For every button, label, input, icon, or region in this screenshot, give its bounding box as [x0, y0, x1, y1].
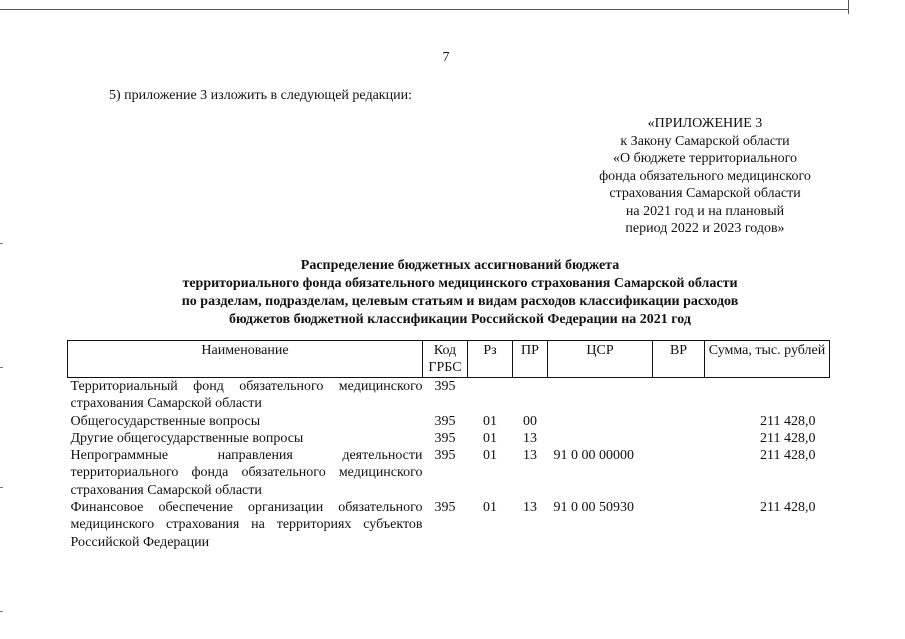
table-row	[68, 413, 830, 430]
cell-sum: 211 428,0	[760, 448, 816, 464]
appendix-line: «О бюджете территориального	[613, 151, 797, 166]
header-grbs: Код ГРБС	[423, 341, 468, 378]
cell-grbs: 395	[434, 379, 456, 394]
page-number: 7	[442, 50, 450, 65]
appendix-header	[560, 115, 850, 238]
cell-name: Общегосударственные вопросы	[70, 413, 261, 429]
cell-grbs: 395	[434, 448, 456, 464]
cell-rz: 01	[483, 430, 497, 446]
cell-vr	[653, 378, 705, 413]
header-pr: ПР	[513, 341, 548, 378]
document-title	[100, 257, 820, 329]
scan-mark	[0, 367, 3, 368]
header-rz: Рз	[468, 341, 513, 378]
cell-pr: 13	[523, 500, 537, 516]
title-line: Распределение бюджетных ассигнований бюджета	[300, 258, 620, 273]
cell-rz: 01	[483, 448, 497, 464]
header-name: Наименование	[68, 341, 423, 378]
cell-name: Финансовое обеспечение организации обязательного медицинского страхования на территориях субъектов Российской Федерации	[70, 500, 423, 550]
cell-pr: 00	[523, 413, 537, 429]
cell-csr	[548, 378, 653, 413]
cell-name: Непрограммные направления деятельности территориального фонда обязательного медицинского страхования Самарской области	[70, 448, 423, 498]
cell-csr: 91 0 00 00000	[553, 448, 634, 464]
cell-sum	[705, 378, 830, 413]
cell-pr	[513, 378, 548, 413]
scan-border-top	[0, 9, 848, 10]
header-sum: Сумма, тыс. рублей	[705, 341, 830, 378]
scan-mark	[0, 243, 3, 244]
table-row	[68, 499, 830, 551]
scan-mark	[0, 487, 3, 488]
table-header-row	[68, 341, 830, 378]
cell-sum: 211 428,0	[760, 413, 816, 429]
title-line: бюджетов бюджетной классификации Российской Федерации на 2021 год	[229, 312, 691, 327]
table-row	[68, 378, 830, 413]
appendix-line: страхования Самарской области	[609, 186, 801, 201]
scan-border-right	[848, 0, 849, 14]
cell-vr	[653, 499, 705, 551]
cell-pr: 13	[523, 448, 537, 464]
header-csr: ЦСР	[548, 341, 653, 378]
cell-vr	[653, 447, 705, 499]
budget-table	[67, 340, 830, 551]
cell-vr	[653, 430, 705, 447]
intro-text: 5) приложение 3 изложить в следующей редакции:	[109, 88, 412, 103]
cell-grbs: 395	[434, 500, 456, 516]
cell-csr	[548, 430, 653, 447]
appendix-line: на 2021 год и на плановый	[625, 203, 785, 219]
appendix-line: «ПРИЛОЖЕНИЕ 3	[647, 116, 763, 131]
appendix-line: период 2022 и 2023 годов»	[625, 221, 785, 236]
cell-grbs: 395	[434, 413, 456, 429]
header-vr: ВР	[653, 341, 705, 378]
cell-rz: 01	[483, 500, 497, 516]
cell-csr: 91 0 00 50930	[553, 500, 634, 516]
table-row	[68, 447, 830, 499]
title-line: по разделам, подразделам, целевым статьям и видам расходов классификации расходов	[181, 294, 739, 309]
title-line: территориального фонда обязательного медицинского страхования Самарской области	[182, 276, 738, 291]
cell-rz	[468, 378, 513, 413]
cell-vr	[653, 413, 705, 430]
cell-sum: 211 428,0	[760, 500, 816, 516]
cell-rz: 01	[483, 413, 497, 429]
table-row	[68, 430, 830, 447]
scan-mark	[0, 611, 3, 612]
cell-name: Другие общегосударственные вопросы	[70, 430, 304, 446]
cell-csr	[548, 413, 653, 430]
cell-grbs: 395	[434, 430, 456, 446]
cell-sum: 211 428,0	[760, 430, 816, 446]
cell-pr: 13	[523, 430, 537, 446]
cell-name: Территориальный фонд обязательного медицинского страхования Самарской области	[70, 379, 423, 412]
appendix-line: к Закону Самарской области	[620, 133, 790, 149]
appendix-line: фонда обязательного медицинского	[599, 168, 811, 184]
